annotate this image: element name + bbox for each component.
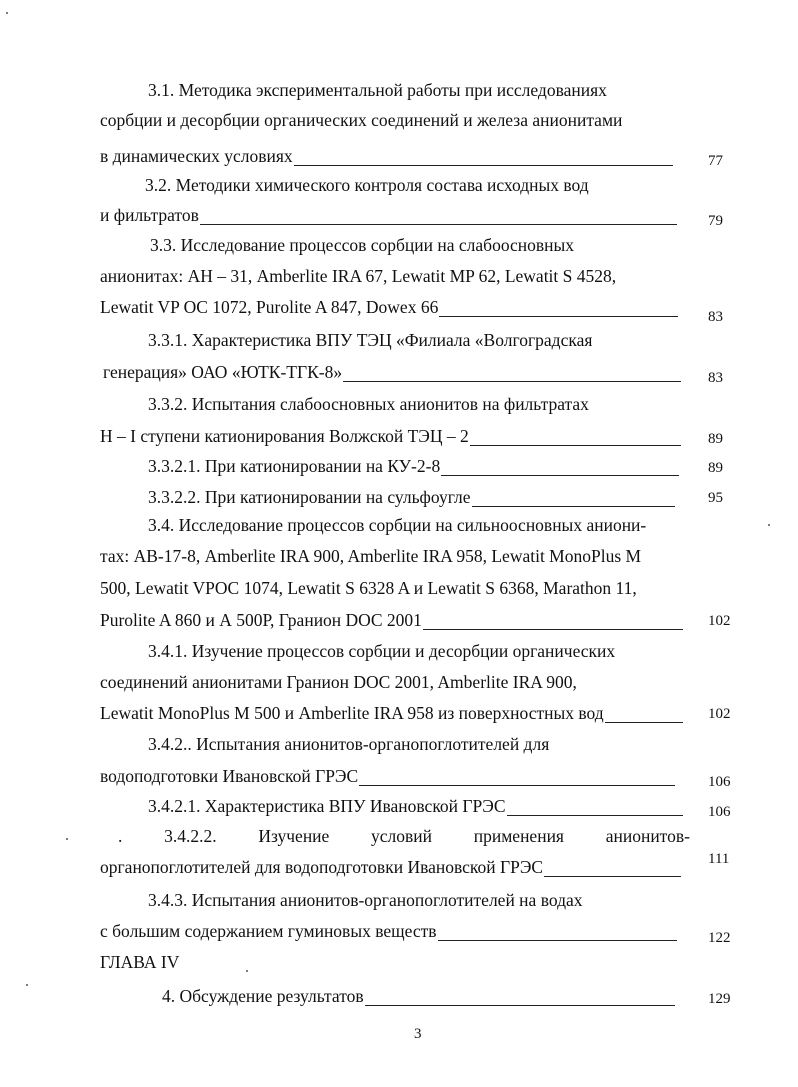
word: 3.4.2.2. (164, 826, 217, 846)
word: Изучение (258, 826, 330, 846)
toc-page-number: 89 (708, 460, 723, 476)
toc-entry-text: 3.3.2. Испытания слабоосновных анионитов на фильтратах (148, 394, 589, 414)
toc-entry-line (148, 641, 615, 661)
toc-entry-text: с большим содержанием гуминовых веществ (100, 921, 437, 941)
toc-page-number: 122 (708, 930, 731, 946)
dot-leader (365, 991, 675, 1006)
toc-entry-line (150, 235, 574, 255)
toc-entry-line (100, 921, 677, 941)
toc-entry-line (148, 80, 607, 100)
toc-page-number: 89 (708, 431, 723, 447)
dot-leader (359, 771, 675, 786)
word: применения (473, 826, 564, 846)
page-number: 3 (414, 1026, 422, 1042)
toc-page-number: 102 (708, 706, 731, 722)
toc-entry-line (145, 175, 589, 195)
toc-page-number: 95 (708, 490, 723, 506)
toc-entry-line (100, 110, 622, 130)
toc-entry-text: Н – I ступени катионирования Волжской ТЭЦ – 2 (100, 426, 469, 446)
toc-entry-text: 3.3. Исследование процессов сорбции на слабоосновных (150, 235, 575, 255)
toc-entry-line (148, 456, 679, 476)
toc-page-number: 83 (708, 370, 723, 386)
dot-leader (294, 151, 673, 166)
toc-entry-line (100, 146, 673, 166)
toc-entry-text: 3.3.2.1. При катионировании на КУ-2-8 (148, 456, 441, 476)
toc-entry-text: генерация» ОАО «ЮТК-ТГК-8» (103, 362, 343, 382)
word: . (118, 826, 123, 846)
toc-entry-line (100, 426, 681, 446)
toc-entry-line (100, 703, 683, 723)
toc-page-number: 111 (708, 851, 730, 867)
toc-page-number: 106 (708, 774, 731, 790)
toc-page-number: 102 (708, 613, 731, 629)
toc-entry-text: соединений анионитами Гранион DOC 2001, Amberlite IRA 900, (100, 672, 577, 692)
toc-entry-text: 4. Обсуждение результатов (162, 986, 364, 1006)
toc-entry-line (100, 766, 675, 786)
toc-entry-text: 3.4.1. Изучение процессов сорбции и десорбции органических (148, 641, 616, 661)
dot-leader (438, 926, 677, 941)
toc-entry-line (100, 266, 616, 286)
toc-page-number: 106 (708, 804, 731, 820)
toc-entry-text: Purolite A 860 и А 500Р, Гранион DOC 2001 (100, 610, 422, 630)
toc-entry-text: водоподготовки Ивановской ГРЭС (100, 766, 359, 786)
toc-entry-text: 3.4.3. Испытания анионитов-органопоглотителей на водах (148, 890, 583, 910)
dot-leader (472, 492, 675, 507)
dot-leader (544, 862, 681, 877)
toc-entry-text: анионитах: АН – 31, Amberlite IRA 67, Lewatit MP 62, Lewatit S 4528, (100, 266, 617, 286)
toc-entry-text: 3.2. Методики химического контроля состава исходных вод (145, 175, 589, 195)
toc-entry-text: 3.4.2.1. Характеристика ВПУ Ивановской ГРЭС (148, 796, 506, 816)
toc-entry-text: 3.4.2.. Испытания анионитов-органопоглотителей для (148, 734, 550, 754)
toc-entry-line (148, 394, 589, 414)
toc-page-number: 77 (708, 153, 723, 169)
toc-entry-text: 3.3.1. Характеристика ВПУ ТЭЦ «Филиала «Волгоградская (148, 330, 593, 350)
toc-entry-line (148, 890, 583, 910)
toc-entry-line (103, 362, 681, 382)
toc-entry-line (100, 610, 683, 630)
toc-entry-line (100, 672, 577, 692)
toc-entry-line (100, 205, 677, 225)
toc-entry-line (148, 487, 675, 507)
dot-leader (507, 801, 683, 816)
toc-page-number: 83 (708, 309, 723, 325)
dot-leader (441, 461, 679, 476)
toc-entry-line (148, 515, 646, 535)
dot-leader (439, 302, 678, 317)
toc-entry-line (100, 857, 681, 877)
dot-leader (200, 210, 677, 225)
toc-entry-line (100, 952, 179, 972)
dot-leader (343, 367, 681, 382)
toc-entry-text: и фильтратов (100, 205, 199, 225)
dot-leader (423, 615, 683, 630)
toc-page-number: 79 (708, 213, 723, 229)
toc-entry-line (148, 796, 683, 816)
toc-entry-line (162, 986, 675, 1006)
toc-entry-line (100, 546, 641, 566)
word: условий (371, 826, 433, 846)
toc-entry-line (100, 578, 637, 598)
toc-entry-text: 3.3.2.2. При катионировании на сульфоугле (148, 487, 471, 507)
toc-entry-line (148, 330, 592, 350)
toc-entry-text: 3.1. Методика экспериментальной работы при исследованиях (148, 80, 607, 100)
dot-leader (605, 708, 683, 723)
toc-entry-line (100, 297, 678, 317)
toc-entry-text: 3.4. Исследование процессов сорбции на сильноосновных аниони- (148, 515, 647, 535)
word: анионитов- (605, 826, 690, 846)
toc-page-number: 129 (708, 991, 731, 1007)
toc-entry-line (148, 734, 549, 754)
dot-leader (470, 431, 681, 446)
toc-entry-text: сорбции и десорбции органических соединений и железа анионитами (100, 110, 623, 130)
toc-entry-text: 500, Lewatit VPOC 1074, Lewatit S 6328 A и Lewatit S 6368, Marathon 11, (100, 578, 637, 598)
toc-entry-text: органопоглотителей для водоподготовки Ивановской ГРЭС (100, 857, 544, 877)
toc-entry-text: тах: АВ-17-8, Amberlite IRA 900, Amberlite IRA 958, Lewatit MonoPlus M (100, 546, 642, 566)
toc-entry-text: ГЛАВА IV (100, 952, 180, 972)
toc-entry-text (118, 826, 690, 846)
toc-entry-text: Lewatit MonoPlus M 500 и Amberlite IRA 958 из поверхностных вод (100, 703, 604, 723)
toc-entry-line (118, 826, 690, 846)
toc-entry-text: в динамических условиях (100, 146, 293, 166)
toc-entry-text: Lewatit VP OC 1072, Purolite A 847, Dowex 66 (100, 297, 439, 317)
